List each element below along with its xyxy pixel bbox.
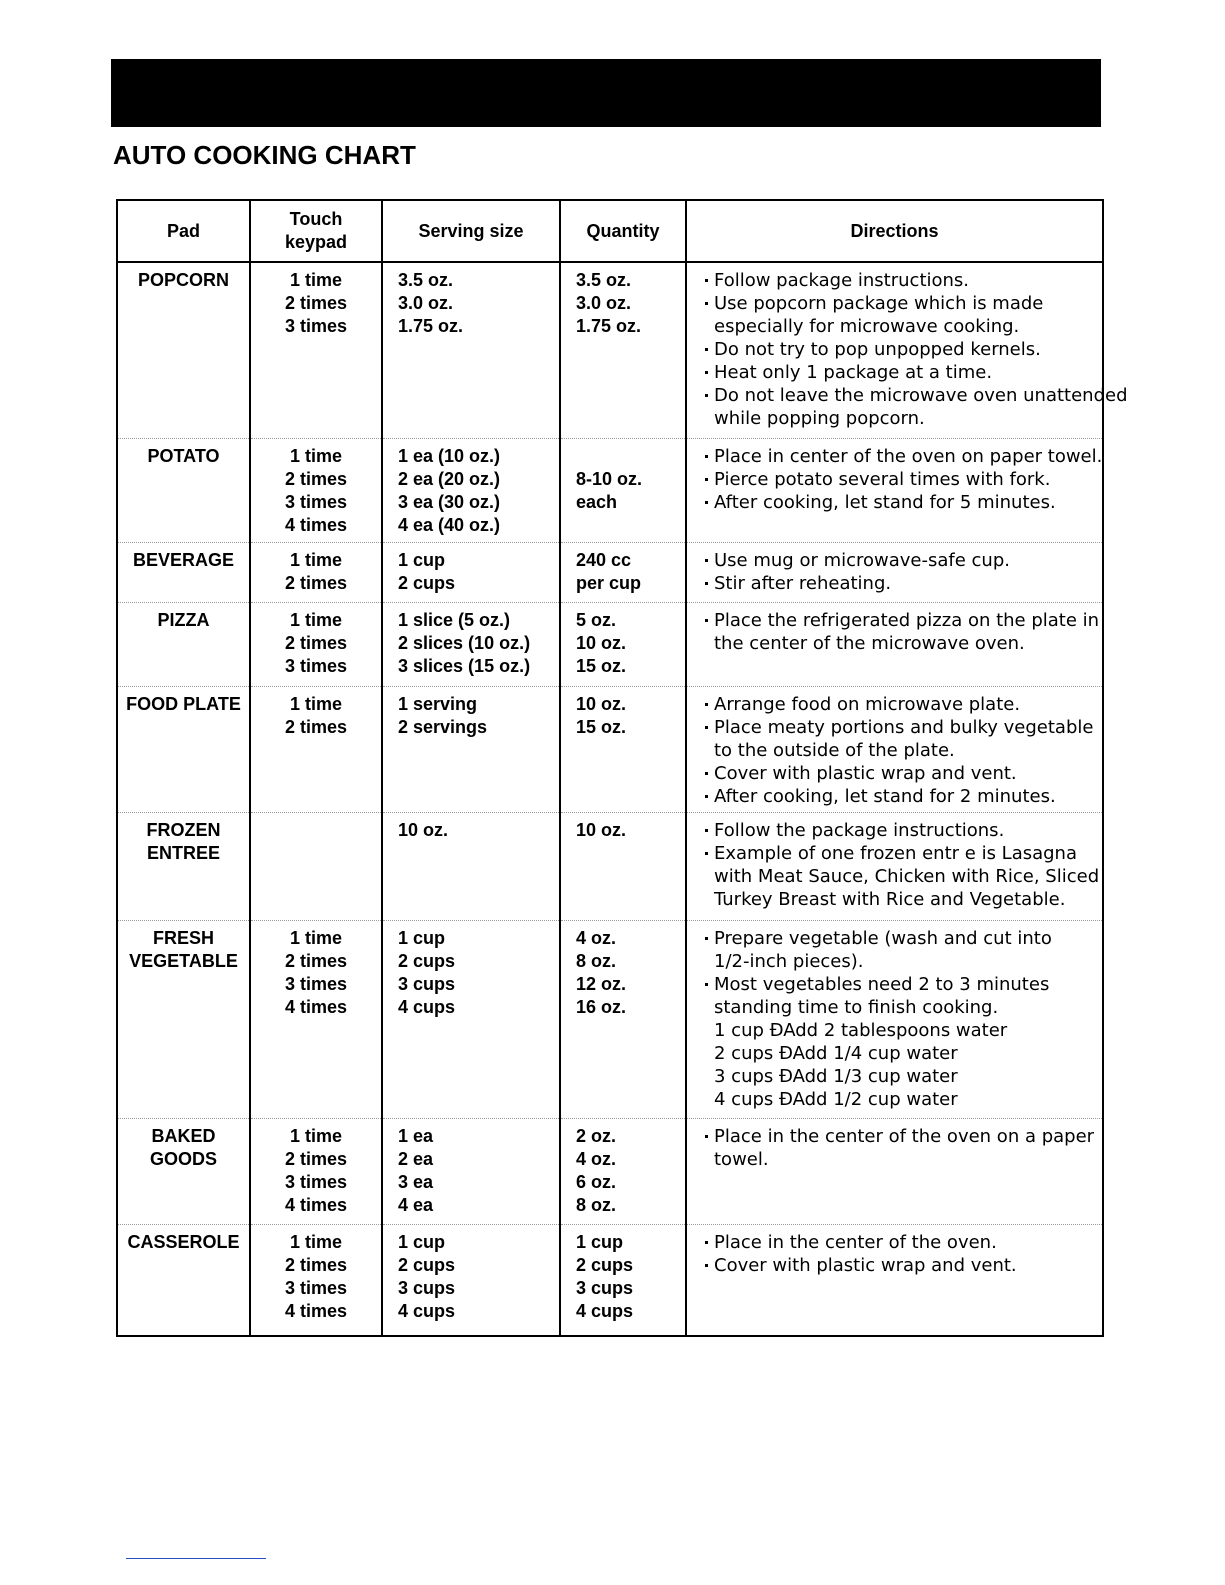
direction-continuation: standing time to finish cooking. bbox=[714, 996, 999, 1018]
direction-bullet-item: Most vegetables need 2 to 3 minutes bbox=[705, 973, 1102, 996]
serving-size: 3.0 oz. bbox=[398, 293, 454, 313]
serving-size: 4 cups bbox=[398, 996, 456, 1017]
table-header-row bbox=[118, 201, 1102, 262]
touch-count: 1 time bbox=[289, 1231, 343, 1252]
serving-size: 3 slices (15 oz.) bbox=[398, 655, 531, 676]
serving-size: 2 cups bbox=[398, 572, 456, 593]
cell-quantity bbox=[560, 542, 686, 602]
touch-count: 1 time bbox=[289, 549, 343, 570]
touch-count: 3 times bbox=[284, 1171, 348, 1192]
serving-size: 2 ea (20 oz.) bbox=[398, 468, 501, 489]
serving-size: 2 ea bbox=[398, 1148, 434, 1169]
column-header-touch-keypad bbox=[250, 201, 382, 262]
pad-name: FRESH bbox=[152, 927, 214, 948]
pad-name: POPCORN bbox=[137, 270, 229, 290]
quantity-value: 15 oz. bbox=[576, 716, 627, 737]
touch-count: 1 time bbox=[289, 693, 343, 714]
serving-size: 1 cup bbox=[398, 549, 446, 570]
direction-continuation: towel. bbox=[714, 1148, 769, 1170]
direction-bullet-item: After cooking, let stand for 2 minutes. bbox=[705, 785, 1102, 808]
chart-body bbox=[118, 262, 1128, 1336]
direction-bullet-item: Use popcorn package which is made bbox=[705, 292, 1102, 315]
quantity-value: 3 cups bbox=[576, 1277, 634, 1298]
chart-table bbox=[118, 201, 1128, 1336]
quantity-value: 12 oz. bbox=[576, 973, 627, 994]
touch-count: 2 times bbox=[284, 572, 348, 593]
quantity-value: 5 oz. bbox=[576, 609, 617, 630]
cell-directions bbox=[686, 542, 1102, 602]
cell-touch-keypad bbox=[250, 1118, 382, 1224]
quantity-value: 2 oz. bbox=[576, 1125, 617, 1146]
cell-touch-keypad bbox=[250, 542, 382, 602]
direction-bullet-item: Prepare vegetable (wash and cut into bbox=[705, 927, 1102, 950]
cell-pad bbox=[118, 1118, 250, 1224]
quantity-value: 1.75 oz. bbox=[576, 316, 642, 336]
direction-continuation: 4 cups ÐAdd 1/2 cup water bbox=[714, 1088, 958, 1110]
quantity-value: 8 oz. bbox=[576, 1194, 617, 1215]
quantity-value: 10 oz. bbox=[576, 632, 627, 653]
serving-size: 1 ea bbox=[398, 1125, 434, 1146]
direction-bullet-item: Place in the center of the oven. bbox=[705, 1231, 1102, 1254]
quantity-value bbox=[576, 445, 685, 468]
cell-touch-keypad bbox=[250, 686, 382, 812]
serving-size: 10 oz. bbox=[398, 819, 449, 840]
pad-name: FROZEN bbox=[146, 819, 221, 840]
cell-touch-keypad bbox=[250, 262, 382, 438]
direction-bullet-item: Stir after reheating. bbox=[705, 572, 1102, 595]
touch-count: 4 times bbox=[284, 1300, 348, 1321]
quantity-value: 6 oz. bbox=[576, 1171, 617, 1192]
touch-count: 2 times bbox=[284, 716, 348, 737]
touch-count: 2 times bbox=[284, 950, 348, 971]
quantity-value: 3.5 oz. bbox=[576, 270, 632, 290]
direction-bullet-item: After cooking, let stand for 5 minutes. bbox=[705, 491, 1102, 514]
cell-directions bbox=[686, 812, 1102, 920]
quantity-value: 8 oz. bbox=[576, 950, 617, 971]
cell-directions bbox=[686, 1224, 1102, 1336]
table-row bbox=[118, 542, 1102, 602]
quantity-value: 10 oz. bbox=[576, 819, 627, 840]
cell-serving-size bbox=[382, 262, 560, 438]
serving-size: 1 slice (5 oz.) bbox=[398, 609, 511, 630]
touch-count: 3 times bbox=[284, 316, 348, 336]
serving-size: 4 ea bbox=[398, 1194, 434, 1215]
pad-name: POTATO bbox=[147, 445, 220, 466]
touch-count: 1 time bbox=[289, 270, 343, 290]
quantity-value: 15 oz. bbox=[576, 655, 627, 676]
direction-bullet-item: Place in center of the oven on paper towel. bbox=[705, 445, 1102, 468]
table-row bbox=[118, 920, 1102, 1118]
cell-touch-keypad bbox=[250, 438, 382, 542]
direction-bullet-item: Pierce potato several times with fork. bbox=[705, 468, 1102, 491]
serving-size: 1 cup bbox=[398, 1231, 446, 1252]
column-header-quantity: Quantity bbox=[560, 201, 686, 262]
table-row bbox=[118, 262, 1102, 438]
cell-serving-size bbox=[382, 812, 560, 920]
touch-count: 4 times bbox=[284, 1194, 348, 1215]
quantity-value: each bbox=[576, 491, 618, 512]
column-header-directions: Directions bbox=[686, 201, 1102, 262]
table-row bbox=[118, 438, 1102, 542]
direction-continuation: 1/2-inch pieces). bbox=[714, 950, 864, 972]
pad-name: GOODS bbox=[149, 1148, 217, 1169]
direction-continuation: to the outside of the plate. bbox=[714, 739, 955, 761]
serving-size: 2 cups bbox=[398, 950, 456, 971]
pad-name: PIZZA bbox=[157, 609, 210, 630]
touch-count: 3 times bbox=[284, 1277, 348, 1298]
touch-count: 2 times bbox=[284, 1254, 348, 1275]
direction-continuation: 2 cups ÐAdd 1/4 cup water bbox=[714, 1042, 958, 1064]
direction-continuation: while popping popcorn. bbox=[714, 408, 925, 429]
serving-size: 3.5 oz. bbox=[398, 270, 454, 290]
header-bar bbox=[111, 59, 1101, 127]
cell-pad bbox=[118, 686, 250, 812]
serving-size: 1.75 oz. bbox=[398, 316, 464, 336]
serving-size: 1 serving bbox=[398, 693, 478, 714]
table-row bbox=[118, 1118, 1102, 1224]
direction-continuation: with Meat Sauce, Chicken with Rice, Sliced bbox=[714, 865, 1100, 887]
cell-pad bbox=[118, 812, 250, 920]
cell-quantity bbox=[560, 1224, 686, 1336]
direction-bullet-item: Follow the package instructions. bbox=[705, 819, 1102, 842]
direction-bullet-item: Cover with plastic wrap and vent. bbox=[705, 762, 1102, 785]
cell-serving-size bbox=[382, 438, 560, 542]
table-row bbox=[118, 686, 1102, 812]
column-header-serving-size: Serving size bbox=[382, 201, 560, 262]
table-row bbox=[118, 1224, 1102, 1336]
quantity-value: 4 oz. bbox=[576, 927, 617, 948]
quantity-value: 10 oz. bbox=[576, 693, 627, 714]
pad-name: BAKED bbox=[151, 1125, 216, 1146]
cell-touch-keypad bbox=[250, 602, 382, 686]
serving-size: 4 ea (40 oz.) bbox=[398, 514, 501, 535]
table-row bbox=[118, 602, 1102, 686]
cell-serving-size bbox=[382, 602, 560, 686]
direction-continuation: the center of the microwave oven. bbox=[714, 632, 1025, 654]
table-row bbox=[118, 812, 1102, 920]
cell-pad bbox=[118, 438, 250, 542]
serving-size: 2 servings bbox=[398, 716, 488, 737]
direction-continuation: 3 cups ÐAdd 1/3 cup water bbox=[714, 1065, 958, 1087]
quantity-value: 3.0 oz. bbox=[576, 293, 632, 313]
cell-serving-size bbox=[382, 1118, 560, 1224]
cell-quantity bbox=[560, 686, 686, 812]
touch-count: 1 time bbox=[289, 1125, 343, 1146]
direction-bullet-item: Place the refrigerated pizza on the plate in bbox=[705, 609, 1102, 632]
touch-count: 1 time bbox=[289, 927, 343, 948]
page-title: AUTO COOKING CHART bbox=[113, 140, 416, 170]
direction-continuation: Turkey Breast with Rice and Vegetable. bbox=[714, 888, 1066, 910]
touch-count: 1 time bbox=[289, 445, 343, 466]
serving-size: 3 cups bbox=[398, 1277, 456, 1298]
cell-serving-size bbox=[382, 920, 560, 1118]
pad-name: ENTREE bbox=[146, 842, 220, 863]
direction-bullet-item: Arrange food on microwave plate. bbox=[705, 693, 1102, 716]
cell-pad bbox=[118, 262, 250, 438]
serving-size: 2 cups bbox=[398, 1254, 456, 1275]
touch-count: 4 times bbox=[284, 996, 348, 1017]
serving-size: 4 cups bbox=[398, 1300, 456, 1321]
cell-pad bbox=[118, 1224, 250, 1336]
cell-quantity bbox=[560, 920, 686, 1118]
cell-pad bbox=[118, 542, 250, 602]
serving-size: 3 cups bbox=[398, 973, 456, 994]
cell-directions bbox=[686, 438, 1102, 542]
touch-count: 2 times bbox=[284, 293, 348, 313]
quantity-value: 1 cup bbox=[576, 1231, 624, 1252]
cell-serving-size bbox=[382, 686, 560, 812]
direction-bullet-item: Follow package instructions. bbox=[705, 269, 1102, 292]
column-header-touch-line2: keypad bbox=[284, 232, 348, 252]
auto-cooking-chart bbox=[116, 199, 1128, 1337]
touch-count: 1 time bbox=[289, 609, 343, 630]
touch-count: 2 times bbox=[284, 1148, 348, 1169]
cell-directions bbox=[686, 920, 1102, 1118]
pad-name: BEVERAGE bbox=[132, 549, 235, 570]
direction-bullet-item: Use mug or microwave-safe cup. bbox=[705, 549, 1102, 572]
touch-count: 3 times bbox=[284, 655, 348, 676]
quantity-value: 16 oz. bbox=[576, 996, 627, 1017]
serving-size: 3 ea bbox=[398, 1171, 434, 1192]
cell-touch-keypad bbox=[250, 920, 382, 1118]
direction-bullet-item: Place in the center of the oven on a paper bbox=[705, 1125, 1102, 1148]
column-header-touch-line1: Touch bbox=[289, 209, 343, 229]
quantity-value: 2 cups bbox=[576, 1254, 634, 1275]
cell-quantity bbox=[560, 812, 686, 920]
cell-directions bbox=[686, 1118, 1102, 1224]
direction-bullet-item: Do not try to pop unpopped kernels. bbox=[705, 338, 1102, 361]
cell-touch-keypad bbox=[250, 812, 382, 920]
cell-directions bbox=[686, 686, 1102, 812]
cell-quantity bbox=[560, 438, 686, 542]
direction-bullet-item: Cover with plastic wrap and vent. bbox=[705, 1254, 1102, 1277]
direction-bullet-item: Do not leave the microwave oven unattended bbox=[705, 384, 1102, 407]
touch-count: 2 times bbox=[284, 632, 348, 653]
touch-count: 3 times bbox=[284, 973, 348, 994]
direction-bullet-item: Heat only 1 package at a time. bbox=[705, 361, 1102, 384]
direction-bullet-item: Place meaty portions and bulky vegetable bbox=[705, 716, 1102, 739]
column-header-pad: Pad bbox=[118, 201, 250, 262]
pad-name: VEGETABLE bbox=[129, 950, 238, 971]
direction-continuation: 1 cup ÐAdd 2 tablespoons water bbox=[714, 1019, 1008, 1041]
pad-name: FOOD PLATE bbox=[126, 693, 241, 714]
quantity-value: 4 oz. bbox=[576, 1148, 617, 1169]
cell-directions bbox=[686, 602, 1102, 686]
serving-size: 3 ea (30 oz.) bbox=[398, 491, 501, 512]
touch-count: 3 times bbox=[284, 491, 348, 512]
serving-size: 2 slices (10 oz.) bbox=[398, 632, 531, 653]
quantity-value: 240 cc bbox=[576, 549, 632, 570]
cell-quantity bbox=[560, 602, 686, 686]
cell-serving-size bbox=[382, 1224, 560, 1336]
quantity-value: 8-10 oz. bbox=[576, 468, 643, 489]
cell-pad bbox=[118, 920, 250, 1118]
cell-touch-keypad bbox=[250, 1224, 382, 1336]
direction-bullet-item: Example of one frozen entr e is Lasagna bbox=[705, 842, 1102, 865]
pad-name: CASSEROLE bbox=[127, 1231, 240, 1252]
serving-size: 1 cup bbox=[398, 927, 446, 948]
quantity-value: 4 cups bbox=[576, 1300, 634, 1321]
serving-size: 1 ea (10 oz.) bbox=[398, 445, 501, 466]
cell-quantity bbox=[560, 1118, 686, 1224]
cell-pad bbox=[118, 602, 250, 686]
direction-continuation: especially for microwave cooking. bbox=[714, 316, 1020, 337]
quantity-value: per cup bbox=[576, 572, 642, 593]
cell-quantity bbox=[560, 262, 686, 438]
cell-serving-size bbox=[382, 542, 560, 602]
cell-directions bbox=[686, 262, 1128, 438]
touch-count: 2 times bbox=[284, 468, 348, 489]
footer-link-underline bbox=[126, 1558, 266, 1559]
touch-count: 4 times bbox=[284, 514, 348, 535]
